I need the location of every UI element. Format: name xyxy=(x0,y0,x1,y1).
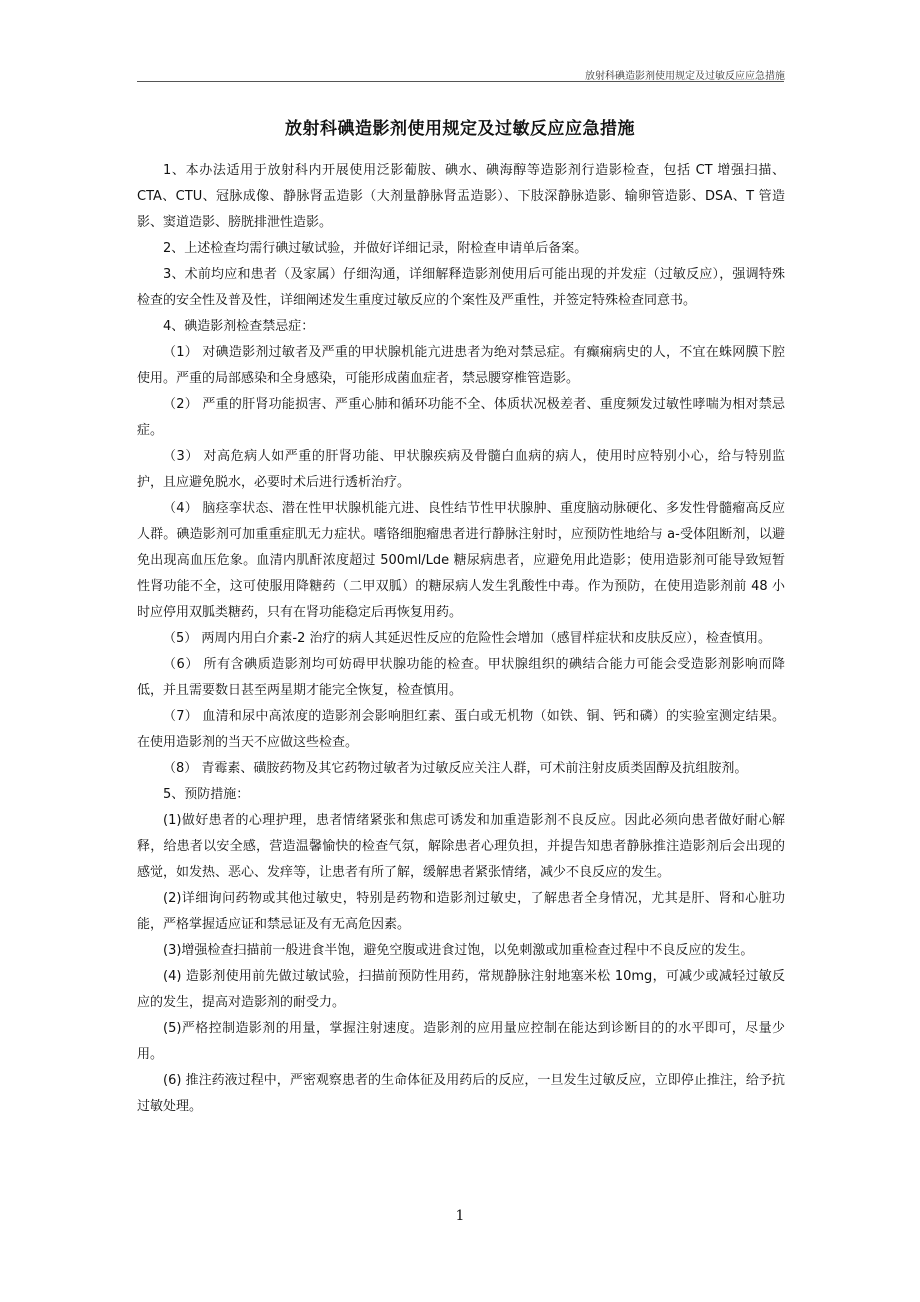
running-header: 放射科碘造影剂使用规定及过敏反应应急措施 xyxy=(585,71,785,82)
prevention-item-4: (4) 造影剂使用前先做过敏试验，扫描前预防性用药，常规静脉注射地塞米松 10mg，可减少或减轻过敏反应的发生，提高对造影剂的耐受力。 xyxy=(137,969,785,1010)
contraindication-item-5: （5） 两周内用白介素-2 治疗的病人其延迟性反应的危险性会增加（感冒样症状和皮肤反应），检查慎用。 xyxy=(163,631,771,646)
document-title: 放射科碘造影剂使用规定及过敏反应应急措施 xyxy=(285,119,635,139)
paragraph-prevention-heading: 5、预防措施： xyxy=(163,787,250,802)
prevention-item-3: (3)增强检查扫描前一般进食半饱，避免空腹或进食过饱，以免刺激或加重检查过程中不良反应的发生。 xyxy=(163,943,754,958)
contraindication-item-2: （2） 严重的肝肾功能损害、严重心肺和循环功能不全、体质状况极差者、重度频发过敏性哮喘为相对禁忌症。 xyxy=(137,397,785,438)
paragraph-scope: 1、本办法适用于放射科内开展使用泛影葡胺、碘水、碘海醇等造影剂行造影检查，包括 CT 增强扫描、CTA、CTU、冠脉成像、静脉肾盂造影（大剂量静脉肾盂造影）、下肢深静脉造影、输卵管造影、DSA、T 管造影、窦道造影、膀胱排泄性造影。 xyxy=(137,163,785,230)
prevention-item-1: (1)做好患者的心理护理，患者情绪紧张和焦虑可诱发和加重造影剂不良反应。因此必须向患者做好耐心解释，给患者以安全感，营造温馨愉快的检查气氛，解除患者心理负担，并提告知患者静脉推注造影剂后会出现的感觉，如发热、恶心、发痒等，让患者有所了解，缓解患者紧张情绪，减少不良反应的发生。 xyxy=(137,813,785,880)
contraindication-item-7: （7） 血清和尿中高浓度的造影剂会影响胆红素、蛋白或无机物（如铁、铜、钙和磷）的实验室测定结果。在使用造影剂的当天不应做这些检查。 xyxy=(137,709,785,750)
contraindication-item-3: （3） 对高危病人如严重的肝肾功能、甲状腺疾病及骨髓白血病的病人，使用时应特别小心，给与特别监护，且应避免脱水，必要时术后进行透析治疗。 xyxy=(137,449,785,490)
paragraph-communication: 3、术前均应和患者（及家属）仔细沟通，详细解释造影剂使用后可能出现的并发症（过敏反应），强调特殊检查的安全性及普及性，详细阐述发生重度过敏反应的个案性及严重性，并签定特殊检查同意书。 xyxy=(137,267,785,308)
document-body xyxy=(137,158,785,1120)
paragraph-allergy-test: 2、上述检查均需行碘过敏试验，并做好详细记录，附检查申请单后备案。 xyxy=(163,241,588,256)
contraindication-item-6: （6） 所有含碘质造影剂均可妨碍甲状腺功能的检查。甲状腺组织的碘结合能力可能会受造影剂影响而降低，并且需要数日甚至两星期才能完全恢复，检查慎用。 xyxy=(137,657,785,698)
prevention-item-5: (5)严格控制造影剂的用量，掌握注射速度。造影剂的应用量应控制在能达到诊断目的的水平即可，尽量少用。 xyxy=(137,1021,785,1062)
prevention-item-2: (2)详细询问药物或其他过敏史，特别是药物和造影剂过敏史，了解患者全身情况，尤其是肝、肾和心脏功能，严格掌握适应证和禁忌证及有无高危因素。 xyxy=(137,891,785,932)
contraindication-item-1: （1） 对碘造影剂过敏者及严重的甲状腺机能亢进患者为绝对禁忌症。有癫痫病史的人，不宜在蛛网膜下腔使用。严重的局部感染和全身感染，可能形成菌血症者，禁忌腰穿椎管造影。 xyxy=(137,345,785,386)
prevention-item-6: (6) 推注药液过程中，严密观察患者的生命体征及用药后的反应，一旦发生过敏反应，立即停止推注，给予抗过敏处理。 xyxy=(137,1073,785,1114)
contraindication-item-4: （4） 脑痉挛状态、潜在性甲状腺机能亢进、良性结节性甲状腺肿、重度脑动脉硬化、多发性骨髓瘤高反应人群。碘造影剂可加重重症肌无力症状。嗜铬细胞瘤患者进行静脉注射时，应预防性地给与 a-受体阻断剂，以避免出现高血压危象。血清内肌酐浓度超过 500ml/Lde 糖尿病患者，应避免用此造影；使用造影剂可能导致短暂性肾功能不全，这可使服用降糖药（二甲双胍）的糖尿病人发生乳酸性中毒。作为预防，在使用造影剂前 48 小时应停用双胍类糖药，只有在肾功能稳定后再恢复用药。 xyxy=(137,501,785,620)
contraindication-item-8: （8） 青霉素、磺胺药物及其它药物过敏者为过敏反应关注人群，可术前注射皮质类固醇及抗组胺剂。 xyxy=(163,761,748,776)
header-rule xyxy=(137,81,784,82)
paragraph-contraindications-heading: 4、碘造影剂检查禁忌症： xyxy=(163,319,315,334)
page-number: 1 xyxy=(455,1208,465,1224)
